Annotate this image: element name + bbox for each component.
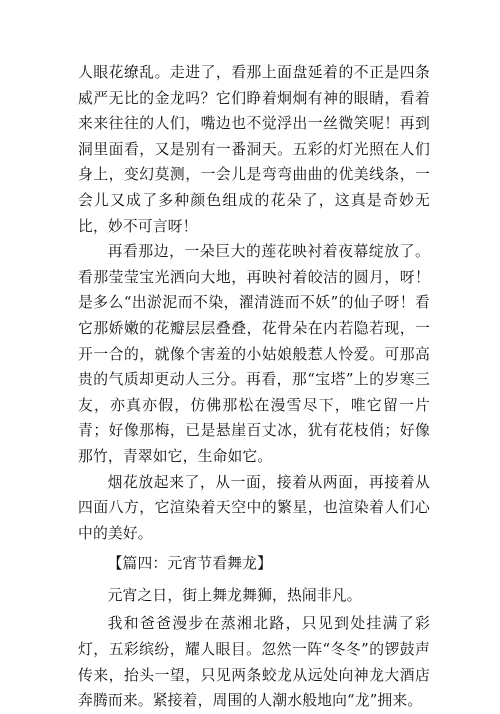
paragraph-1: 人眼花缭乱。走进了，看那上面盘延着的不正是四条威严无比的金龙吗？它们睁着炯炯有神的眼睛，看着来来往往的人们，嘴边也不觉浮出一丝微笑呢！再到洞里面看，又是别有一番洞天。五彩的灯光照在人们身上，变幻莫测，一会儿是弯弯曲曲的优美线条，一会儿又成了多种颜色组成的花朵了，这真是奇妙无比，妙不可言呀！: [78, 64, 430, 235]
paragraph-3: 烟花放起来了，从一面，接着从两面，再接着从四面八方，它渲染着天空中的繁星，也渲染着人们心中的美好。: [78, 473, 430, 542]
section-heading: 【篇四：元宵节看舞龙】: [107, 555, 273, 573]
paragraph-4: 元宵之日，街上舞龙舞狮，热闹非凡。: [107, 586, 362, 604]
paragraph-2: 再看那边，一朵巨大的莲花映衬着夜幕绽放了。看那莹莹宝光洒向大地，再映衬着皎洁的圆月，呀！是多么“出淤泥而不染，濯清涟而不妖”的仙子呀！看它那娇嫩的花瓣层层叠叠，花骨朵在内若隐若现，一开一合的，就像个害羞的小姑娘般惹人怜爱。可那高贵的气质却更动人三分。再看，那“宝塔”上的岁寒三友，亦真亦假，仿佛那松在漫雪尽下，唯它留一片青；好像那梅，已是悬崖百丈冰，犹有花枝俏；好像那竹，青翠如它，生命如它。: [78, 243, 430, 465]
paragraph-5: 我和爸爸漫步在蒸湘北路，只见到处挂满了彩灯，五彩缤纷，耀人眼目。忽然一阵“冬冬”的锣鼓声传来，抬头一望，只见两条蛟龙从远处向神龙大酒店奔腾而来。紧接着，周围的人潮水般地向“龙”拥来。: [78, 615, 430, 710]
document-body: [78, 60, 430, 714]
